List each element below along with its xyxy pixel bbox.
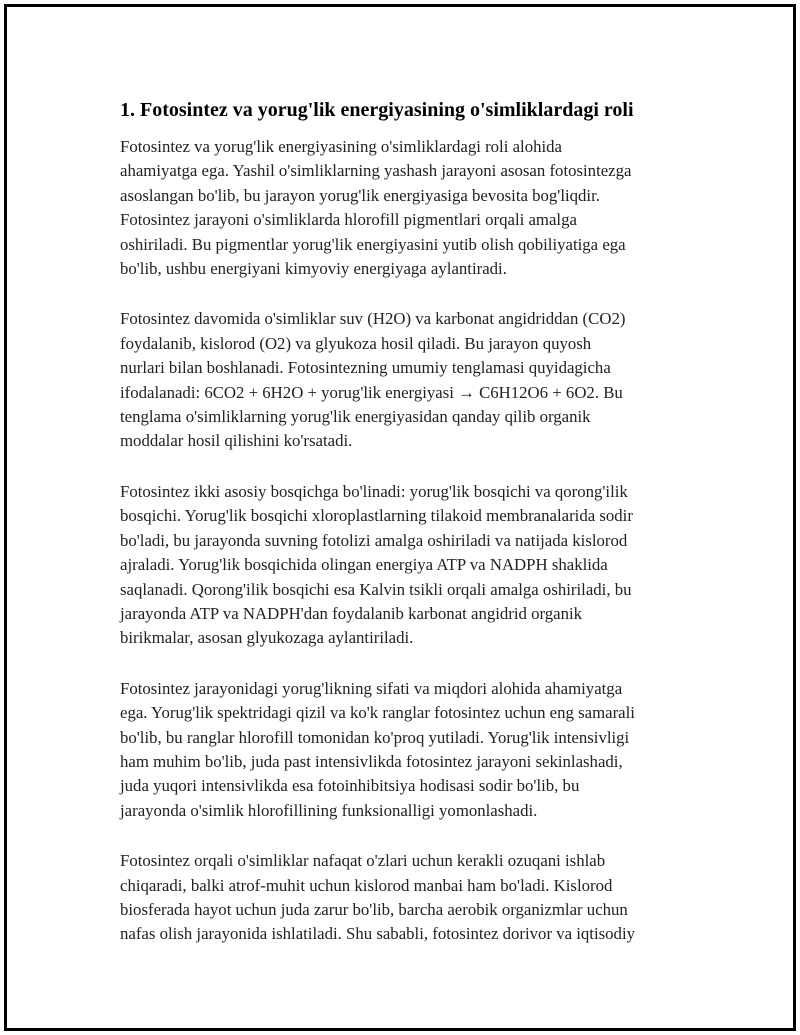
text-line: Fotosintez jarayoni o'simliklarda hlorofill pigmentlari orqali amalga — [120, 210, 577, 230]
text-line: Fotosintez orqali o'simliklar nafaqat o'zlari uchun kerakli ozuqani ishlab — [120, 851, 606, 871]
section-heading: 1. Fotosintez va yorug'lik energiyasining o'simliklardagi roli — [120, 99, 634, 121]
text-line: biosferada hayot uchun juda zarur bo'lib, barcha aerobik organizmlar uchun — [120, 899, 628, 919]
text-line: Fotosintez va yorug'lik energiyasining o'simliklardagi roli alohida — [120, 137, 562, 156]
text-line: juda yuqori intensivlikda esa fotoinhibitsiya hodisasi sodir bo'lib, bu — [120, 776, 580, 796]
text-line: ahamiyatga ega. Yashil o'simliklarning yashash jarayoni asosan fotosintezga — [120, 161, 632, 181]
text-line: foydalanib, kislorod (O2) va glyukoza hosil qiladi. Bu jarayon quyosh — [120, 333, 592, 353]
paragraph-5 — [120, 849, 690, 947]
document-body — [120, 95, 690, 973]
paragraph-1 — [120, 135, 690, 281]
paragraph-3 — [120, 480, 690, 651]
paragraph-2 — [120, 307, 690, 453]
page-border — [4, 4, 796, 1031]
text-line: Fotosintez ikki asosiy bosqichga bo'linadi: yorug'lik bosqichi va qorong'ilik — [120, 481, 628, 501]
text-line: oshiriladi. Bu pigmentlar yorug'lik energiyasini yutib olish qobiliyatiga ega — [120, 234, 626, 254]
text-line: ajraladi. Yorug'lik bosqichida olingan energiya ATP va NADPH shaklida — [120, 555, 608, 575]
text-line: bo'ladi, bu jarayonda suvning fotolizi amalga oshiriladi va natijada kislorod — [120, 530, 628, 550]
text-line: asoslangan bo'lib, bu jarayon yorug'lik energiyasiga bevosita bog'liqdir. — [120, 185, 600, 205]
text-line: ega. Yorug'lik spektridagi qizil va ko'k ranglar fotosintez uchun eng samarali — [120, 703, 635, 723]
paragraph-4 — [120, 677, 690, 823]
text-line: moddalar hosil qilishini ko'rsatadi. — [120, 431, 353, 451]
text-line: nafas olish jarayonida ishlatiladi. Shu sababli, fotosintez dorivor va iqtisodiy — [120, 924, 635, 944]
text-line: birikmalar, asosan glyukozaga aylantiriladi. — [120, 628, 414, 648]
text-line: Fotosintez jarayonidagi yorug'likning sifati va miqdori alohida ahamiyatga — [120, 678, 623, 698]
text-line: Fotosintez davomida o'simliklar suv (H2O) va karbonat angidriddan (CO2) — [120, 309, 626, 329]
text-line: chiqaradi, balki atrof-muhit uchun kislorod manbai ham bo'ladi. Kislorod — [120, 875, 613, 895]
text-line: jarayonda o'simlik hlorofillining funksionalligi yomonlashadi. — [120, 800, 538, 820]
text-line: tenglama o'simliklarning yorug'lik energiyasidan qanday qilib organik — [120, 407, 591, 427]
text-line: bosqichi. Yorug'lik bosqichi xloroplastlarning tilakoid membranalarida sodir — [120, 506, 633, 526]
text-line: ifodalanadi: 6CO2 + 6H2O + yorug'lik energiyasi → C6H12O6 + 6O2. Bu — [120, 382, 623, 402]
text-line: bo'lib, bu ranglar hlorofill tomonidan ko'proq yutiladi. Yorug'lik intensivligi — [120, 727, 630, 747]
text-line: bo'lib, ushbu energiyani kimyoviy energiyaga aylantiradi. — [120, 259, 507, 279]
text-line: ham muhim bo'lib, juda past intensivlikda fotosintez jarayoni sekinlashadi, — [120, 751, 623, 771]
text-line: saqlanadi. Qorong'ilik bosqichi esa Kalvin tsikli orqali amalga oshiriladi, bu — [120, 579, 632, 599]
text-line: jarayonda ATP va NADPH'dan foydalanib karbonat angidrid organik — [120, 603, 583, 623]
text-line: nurlari bilan boshlanadi. Fotosintezning umumiy tenglamasi quyidagicha — [120, 358, 611, 378]
